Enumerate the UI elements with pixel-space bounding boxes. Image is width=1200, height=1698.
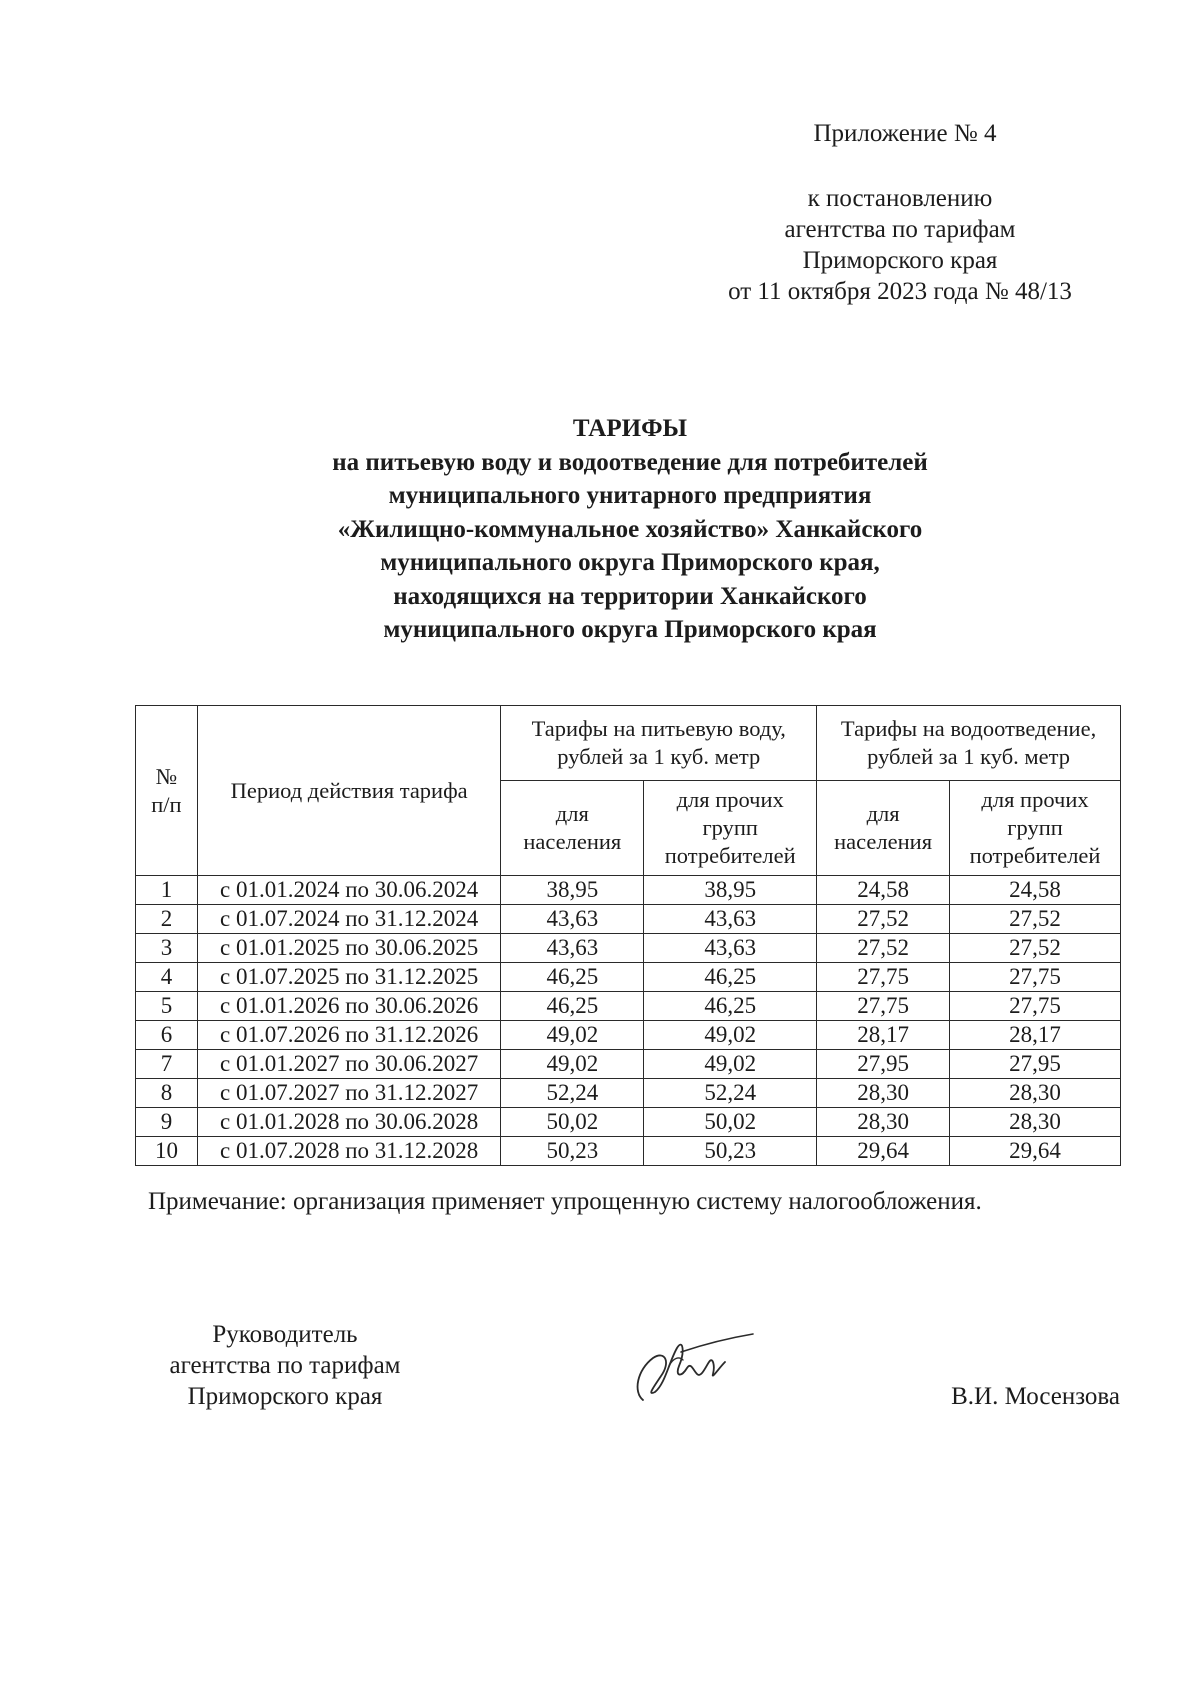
signatory-line: агентства по тарифам: [169, 1352, 401, 1379]
cell-water-others: 46,25: [644, 963, 817, 992]
cell-sewage-others: 27,52: [950, 905, 1121, 934]
cell-water-others: 50,23: [644, 1137, 817, 1166]
cell-period: с 01.07.2024 по 31.12.2024: [197, 905, 500, 934]
cell-sewage-population: 29,64: [817, 1137, 950, 1166]
cell-water-others: 50,02: [644, 1108, 817, 1137]
annex-line: Приморского края: [802, 247, 998, 274]
header-water: Тарифы на питьевую воду, рублей за 1 куб. метр: [501, 706, 817, 781]
signatory-line: Приморского края: [187, 1383, 383, 1410]
cell-num: 2: [136, 905, 198, 934]
header-sewage-population: для населения: [817, 781, 950, 876]
cell-sewage-population: 24,58: [817, 876, 950, 905]
cell-period: с 01.01.2024 по 30.06.2024: [197, 876, 500, 905]
table-body: [136, 876, 1121, 1166]
title-heading: ТАРИФЫ: [572, 415, 688, 442]
cell-num: 7: [136, 1050, 198, 1079]
cell-num: 3: [136, 934, 198, 963]
cell-water-others: 46,25: [644, 992, 817, 1021]
note: Примечание: организация применяет упрощенную систему налогообложения.: [148, 1188, 982, 1215]
handwritten-signature-icon: [625, 1322, 755, 1412]
cell-sewage-population: 28,17: [817, 1021, 950, 1050]
cell-water-population: 49,02: [501, 1050, 644, 1079]
table-row: [136, 1108, 1121, 1137]
cell-water-others: 52,24: [644, 1079, 817, 1108]
cell-num: 10: [136, 1137, 198, 1166]
table-row: [136, 905, 1121, 934]
title-line: «Жилищно-коммунальное хозяйство» Ханкайского: [337, 515, 923, 543]
table-row: [136, 1079, 1121, 1108]
cell-sewage-population: 28,30: [817, 1079, 950, 1108]
cell-sewage-population: 27,75: [817, 992, 950, 1021]
cell-sewage-population: 27,95: [817, 1050, 950, 1079]
table-row: [136, 1137, 1121, 1166]
header-sewage: Тарифы на водоотведение, рублей за 1 куб. метр: [817, 706, 1121, 781]
table-row: [136, 963, 1121, 992]
header-sewage-others: для прочих групп потребителей: [950, 781, 1121, 876]
cell-water-others: 43,63: [644, 905, 817, 934]
table-row: [136, 992, 1121, 1021]
annex-line: агентства по тарифам: [784, 216, 1016, 243]
cell-period: с 01.07.2027 по 31.12.2027: [197, 1079, 500, 1108]
cell-water-population: 46,25: [501, 992, 644, 1021]
cell-water-others: 38,95: [644, 876, 817, 905]
header-num: № п/п: [136, 706, 198, 876]
cell-sewage-others: 29,64: [950, 1137, 1121, 1166]
signatory-position: [140, 1319, 430, 1412]
cell-sewage-others: 27,95: [950, 1050, 1121, 1079]
cell-water-population: 43,63: [501, 934, 644, 963]
cell-period: с 01.07.2028 по 31.12.2028: [197, 1137, 500, 1166]
table-row: [136, 876, 1121, 905]
table-header-row: [136, 706, 1121, 781]
cell-sewage-others: 28,17: [950, 1021, 1121, 1050]
cell-period: с 01.07.2026 по 31.12.2026: [197, 1021, 500, 1050]
cell-num: 9: [136, 1108, 198, 1137]
cell-period: с 01.01.2027 по 30.06.2027: [197, 1050, 500, 1079]
header-period: Период действия тарифа: [197, 706, 500, 876]
title-line: находящихся на территории Ханкайского: [393, 582, 867, 610]
cell-water-population: 50,02: [501, 1108, 644, 1137]
tariff-table: [135, 705, 1121, 1166]
cell-num: 8: [136, 1079, 198, 1108]
header-water-others: для прочих групп потребителей: [644, 781, 817, 876]
cell-sewage-population: 27,75: [817, 963, 950, 992]
cell-num: 6: [136, 1021, 198, 1050]
cell-water-others: 49,02: [644, 1050, 817, 1079]
signatory-line: Руководитель: [212, 1321, 358, 1348]
annex-number: Приложение № 4: [813, 120, 997, 147]
cell-water-population: 52,24: [501, 1079, 644, 1108]
title-line: на питьевую воду и водоотведение для потребителей: [332, 448, 928, 476]
cell-water-population: 49,02: [501, 1021, 644, 1050]
cell-water-population: 38,95: [501, 876, 644, 905]
cell-num: 5: [136, 992, 198, 1021]
cell-water-population: 50,23: [501, 1137, 644, 1166]
cell-sewage-population: 28,30: [817, 1108, 950, 1137]
cell-sewage-others: 27,52: [950, 934, 1121, 963]
cell-period: с 01.01.2025 по 30.06.2025: [197, 934, 500, 963]
cell-water-population: 46,25: [501, 963, 644, 992]
cell-sewage-others: 27,75: [950, 992, 1121, 1021]
document-title: [150, 412, 1110, 647]
cell-period: с 01.07.2025 по 31.12.2025: [197, 963, 500, 992]
cell-sewage-others: 24,58: [950, 876, 1121, 905]
cell-sewage-others: 28,30: [950, 1079, 1121, 1108]
header-water-population: для населения: [501, 781, 644, 876]
annex-line: к постановлению: [807, 185, 993, 212]
cell-num: 4: [136, 963, 198, 992]
annex-header: [690, 118, 1110, 307]
table-row: [136, 1021, 1121, 1050]
cell-sewage-others: 28,30: [950, 1108, 1121, 1137]
cell-water-population: 43,63: [501, 905, 644, 934]
cell-sewage-population: 27,52: [817, 905, 950, 934]
annex-line: от 11 октября 2023 года № 48/13: [728, 278, 1072, 305]
title-line: муниципального унитарного предприятия: [388, 482, 872, 509]
title-line: муниципального округа Приморского края,: [380, 549, 880, 576]
table-row: [136, 934, 1121, 963]
cell-period: с 01.01.2028 по 30.06.2028: [197, 1108, 500, 1137]
cell-sewage-population: 27,52: [817, 934, 950, 963]
cell-num: 1: [136, 876, 198, 905]
cell-water-others: 49,02: [644, 1021, 817, 1050]
cell-water-others: 43,63: [644, 934, 817, 963]
title-line: муниципального округа Приморского края: [383, 616, 877, 643]
signer-name: В.И. Мосензова: [951, 1383, 1120, 1410]
table-row: [136, 1050, 1121, 1079]
cell-period: с 01.01.2026 по 30.06.2026: [197, 992, 500, 1021]
cell-sewage-others: 27,75: [950, 963, 1121, 992]
